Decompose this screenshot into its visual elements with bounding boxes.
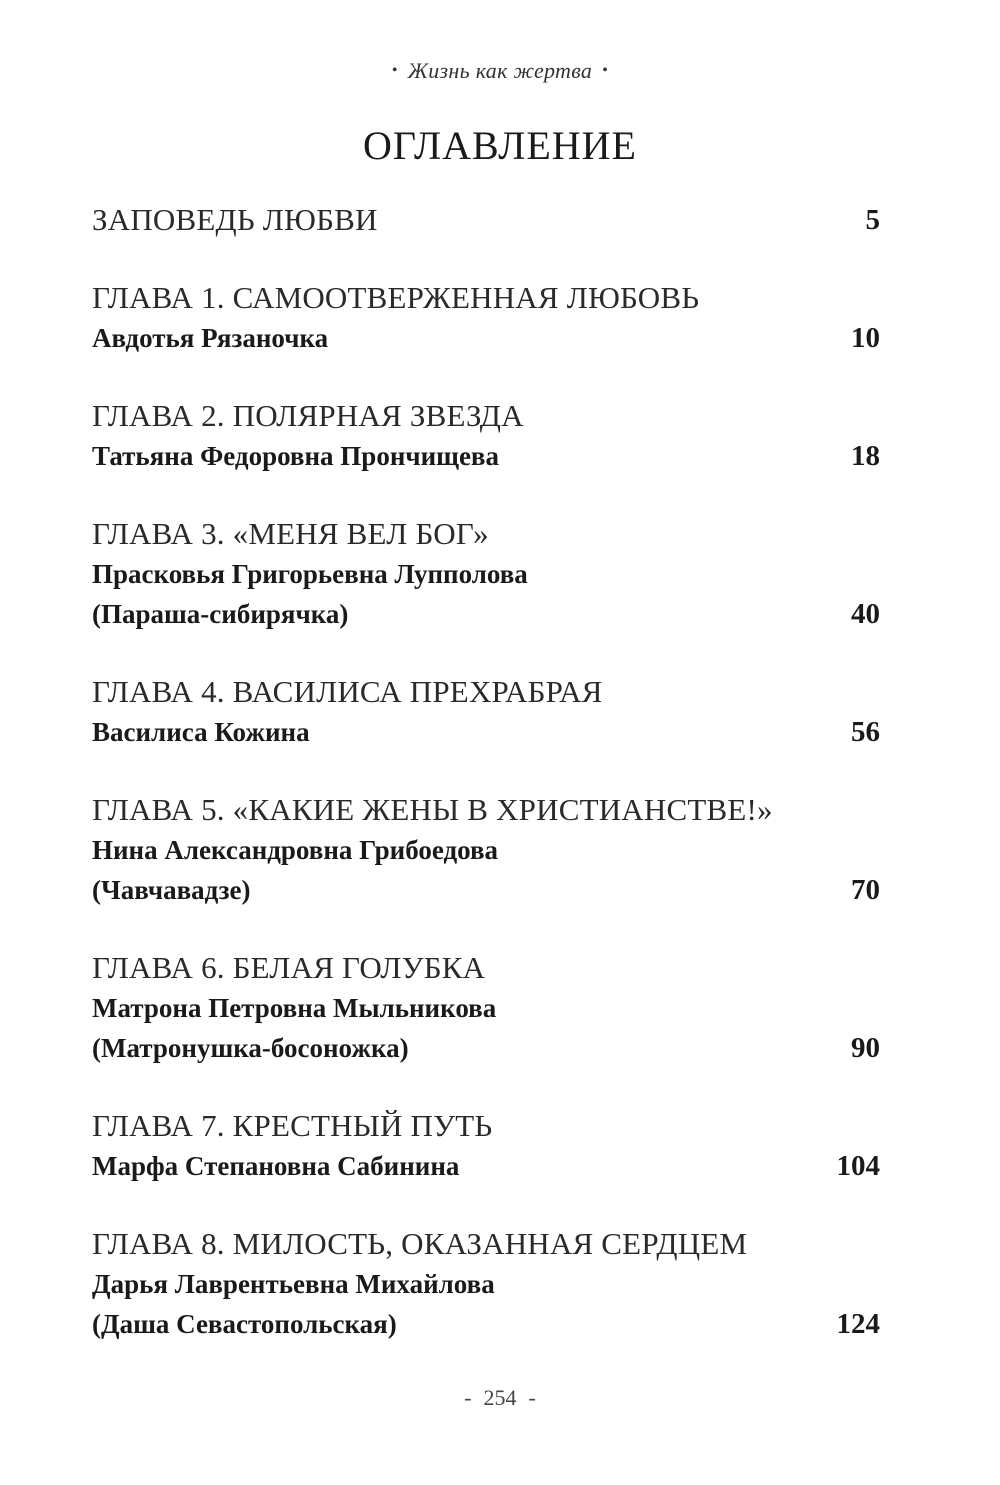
toc-entry-chapter-3 bbox=[92, 514, 880, 554]
page-number: 124 bbox=[836, 1308, 880, 1340]
toc-entry-chapter-1 bbox=[92, 278, 880, 318]
toc-entry-chapter-2 bbox=[92, 396, 880, 436]
person-name: Матрона Петровна Мыльникова bbox=[92, 993, 497, 1023]
toc-entry-person-line bbox=[92, 318, 880, 358]
toc-entry-person-line bbox=[92, 830, 880, 870]
toc-heading: ОГЛАВЛЕНИЕ bbox=[363, 123, 637, 168]
page-number: 40 bbox=[851, 598, 880, 630]
person-name: Нина Александровна Грибоедова bbox=[92, 835, 499, 865]
toc-entry-chapter-7 bbox=[92, 1106, 880, 1146]
toc-entry-person-line bbox=[92, 554, 880, 594]
page-number: 10 bbox=[851, 322, 880, 354]
page-footer bbox=[0, 1385, 1000, 1411]
toc-entry-chapter-8 bbox=[92, 1224, 880, 1264]
page-number: 104 bbox=[836, 1150, 880, 1182]
footer-page-number: 254 bbox=[483, 1385, 517, 1410]
person-nickname: (Даша Севастопольская) bbox=[92, 1309, 397, 1339]
toc-entry-person-line bbox=[92, 594, 880, 634]
chapter-title: ГЛАВА 3. «МЕНЯ ВЕЛ БОГ» bbox=[92, 516, 489, 551]
footer-dash-left: - bbox=[464, 1385, 472, 1410]
toc-entry-preface bbox=[92, 200, 880, 240]
page-number: 18 bbox=[851, 440, 880, 472]
toc-entry-chapter-6 bbox=[92, 948, 880, 988]
person-name: Василиса Кожина bbox=[92, 717, 310, 747]
toc-entry-person-line bbox=[92, 436, 880, 476]
page-number: 70 bbox=[851, 874, 880, 906]
table-of-contents bbox=[92, 200, 880, 1344]
header-dot-left: • bbox=[391, 62, 398, 79]
page-number: 56 bbox=[851, 716, 880, 748]
entry-title: ЗАПОВЕДЬ ЛЮБВИ bbox=[92, 202, 378, 237]
chapter-title: ГЛАВА 1. САМООТВЕРЖЕННАЯ ЛЮБОВЬ bbox=[92, 280, 700, 315]
toc-entry-person-line bbox=[92, 712, 880, 752]
page-number: 5 bbox=[865, 204, 880, 236]
person-name: Татьяна Федоровна Прончищева bbox=[92, 441, 500, 471]
toc-entry-person-line bbox=[92, 1304, 880, 1344]
toc-entry-person-line bbox=[92, 870, 880, 910]
toc-entry-person-line bbox=[92, 1264, 880, 1304]
person-nickname: (Чавчавадзе) bbox=[92, 875, 251, 905]
running-title: Жизнь как жертва bbox=[407, 58, 593, 83]
toc-entry-person-line bbox=[92, 1146, 880, 1186]
toc-entry-person-line bbox=[92, 1028, 880, 1068]
person-name: Марфа Степановна Сабинина bbox=[92, 1151, 460, 1181]
toc-entry-person-line bbox=[92, 988, 880, 1028]
footer-dash-right: - bbox=[528, 1385, 536, 1410]
header-dot-right: • bbox=[602, 62, 609, 79]
toc-entry-chapter-4 bbox=[92, 672, 880, 712]
chapter-title: ГЛАВА 2. ПОЛЯРНАЯ ЗВЕЗДА bbox=[92, 398, 524, 433]
chapter-title: ГЛАВА 6. БЕЛАЯ ГОЛУБКА bbox=[92, 950, 486, 985]
page-number: 90 bbox=[851, 1032, 880, 1064]
person-name: Авдотья Рязаночка bbox=[92, 323, 329, 353]
chapter-title: ГЛАВА 4. ВАСИЛИСА ПРЕХРАБРАЯ bbox=[92, 674, 603, 709]
chapter-title: ГЛАВА 8. МИЛОСТЬ, ОКАЗАННАЯ СЕРДЦЕМ bbox=[92, 1226, 748, 1261]
person-name: Дарья Лаврентьевна Михайлова bbox=[92, 1269, 495, 1299]
chapter-title: ГЛАВА 5. «КАКИЕ ЖЕНЫ В ХРИСТИАНСТВЕ!» bbox=[92, 792, 773, 827]
person-name: Прасковья Григорьевна Лупполова bbox=[92, 559, 528, 589]
running-header bbox=[0, 58, 1000, 84]
toc-entry-chapter-5 bbox=[92, 790, 880, 830]
chapter-title: ГЛАВА 7. КРЕСТНЫЙ ПУТЬ bbox=[92, 1108, 493, 1143]
person-nickname: (Параша-сибирячка) bbox=[92, 599, 349, 629]
person-nickname: (Матронушка-босоножка) bbox=[92, 1033, 409, 1063]
